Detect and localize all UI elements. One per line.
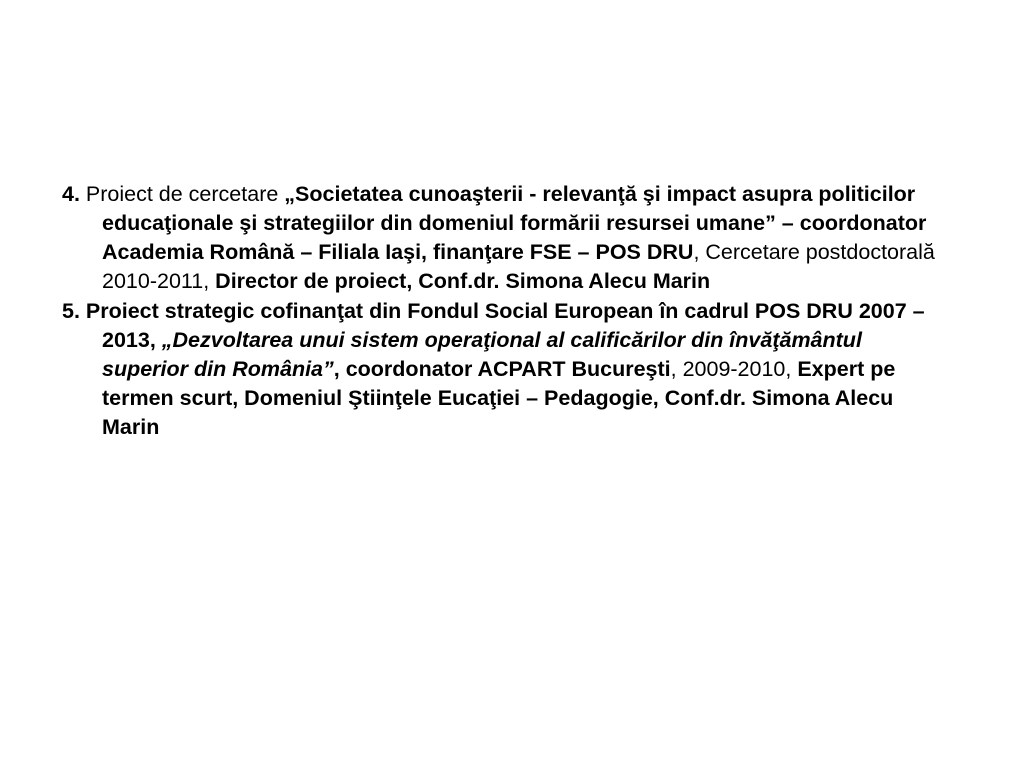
project-role: Director de proiect, Conf.dr. Simona Alecu Marin <box>215 269 711 293</box>
entry-text: , 2009-2010, <box>670 357 798 381</box>
project-list <box>62 180 947 443</box>
project-title: „Dezvoltarea unui sistem operaţional al calificărilor din învăţământul superior din România” <box>102 328 862 381</box>
project-entry-4 <box>62 180 947 296</box>
project-entry-5 <box>62 297 947 442</box>
project-coordinator: , coordonator ACPART Bucureşti <box>333 357 671 381</box>
entry-text: , Cercetare postdoctorală 2010-2011, <box>102 240 935 293</box>
project-title: „Societatea cunoaşterii - relevanţă şi impact asupra politicilor educaţionale şi strategiilor din domeniul formării resursei umane” – coordonator Academia Română – Filiala Iaşi, finanţare FSE – POS DRU <box>102 182 927 264</box>
entry-number: 5. <box>62 299 80 323</box>
entry-text: Proiect strategic cofinanţat din Fondul Social European în cadrul POS DRU 2007 – 2013, <box>79 299 925 352</box>
project-role: Expert pe termen scurt, Domeniul Ştiinţele Eucaţiei – Pedagogie, Conf.dr. Simona Alecu Marin <box>102 357 896 439</box>
entry-number: 4. <box>62 182 80 206</box>
entry-text: Proiect de cercetare <box>79 182 285 206</box>
